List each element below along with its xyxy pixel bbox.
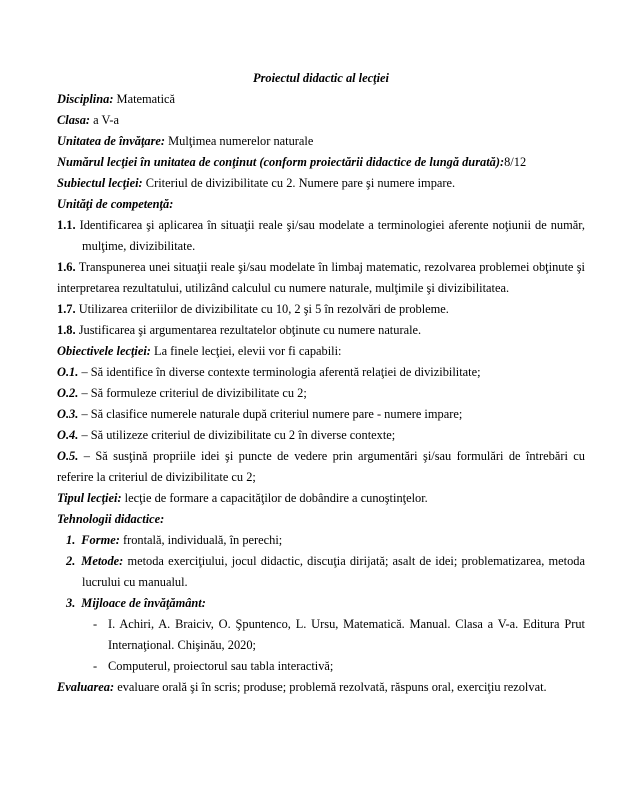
objectives-intro-label: Obiectivele lecţiei:	[57, 344, 151, 358]
technology-number: 2.	[66, 554, 76, 568]
objective-number: O.5.	[57, 449, 79, 463]
evaluation-text: evaluare orală şi în scris; produse; problemă rezolvată, răspuns oral, exerciţiu rezolvat.	[114, 680, 547, 694]
field-label: Clasa:	[57, 113, 91, 127]
objective-text: – Să utilizeze criteriul de divizibilitate cu 2 în diverse contexte;	[78, 428, 396, 442]
technology-text: metoda exerciţiului, jocul didactic, discuţia dirijată; asalt de idei; problematizarea, metoda lucrului cu manualul.	[82, 554, 585, 589]
objective-item	[57, 446, 585, 488]
material-item	[57, 614, 585, 656]
competence-item	[57, 257, 585, 299]
field-value: Mulţimea numerelor naturale	[165, 134, 314, 148]
competence-number: 1.7.	[57, 302, 76, 316]
field-line-unitatea	[57, 131, 585, 152]
lesson-type-text: lecţie de formare a capacităţilor de dobândire a cunoştinţelor.	[121, 491, 428, 505]
objectives-intro-text: La finele lecţiei, elevii vor fi capabili:	[150, 344, 342, 358]
technology-text: frontală, individuală, în perechi;	[119, 533, 283, 547]
dash-bullet: -	[93, 617, 98, 631]
competence-text: Justificarea şi argumentarea rezultatelor obţinute cu numere naturale.	[75, 323, 422, 337]
competence-number: 1.6.	[57, 260, 76, 274]
technology-item	[57, 593, 585, 614]
technology-number: 1.	[66, 533, 76, 547]
field-label: Subiectul lecţiei:	[57, 176, 143, 190]
objectives-intro	[57, 341, 585, 362]
technology-number: 3.	[66, 596, 76, 610]
evaluation-label: Evaluarea:	[57, 680, 115, 694]
objective-item	[57, 362, 585, 383]
objective-number: O.4.	[57, 428, 79, 442]
competence-item	[57, 299, 585, 320]
objective-number: O.1.	[57, 365, 79, 379]
objective-text: – Să formuleze criteriul de divizibilitate cu 2;	[78, 386, 307, 400]
field-value: Criteriul de divizibilitate cu 2. Numere pare şi numere impare.	[142, 176, 456, 190]
field-label: Disciplina:	[57, 92, 114, 106]
competence-text: Identificarea şi aplicarea în situaţii reale şi/sau modelate a terminologiei aferente noţiunii de număr, mulţime, divizibilitate.	[75, 218, 585, 253]
objective-item	[57, 404, 585, 425]
material-text: Computerul, proiectorul sau tabla interactivă;	[108, 659, 334, 673]
technology-item	[57, 530, 585, 551]
objective-text: – Să identifice în diverse contexte terminologia aferentă relaţiei de divizibilitate;	[78, 365, 481, 379]
technology-label: Mijloace de învăţământ:	[81, 596, 206, 610]
dash-bullet: -	[93, 659, 98, 673]
field-line-numarul-lectiei	[57, 152, 585, 173]
material-item	[57, 656, 585, 677]
objective-text: – Să susţină propriile idei şi puncte de vedere prin argumentări şi/sau formulări de întrebări cu referire la criteriul de divizibilitate cu 2;	[57, 449, 585, 484]
competence-text: Utilizarea criteriilor de divizibilitate cu 10, 2 şi 5 în rezolvări de probleme.	[75, 302, 449, 316]
objective-number: O.2.	[57, 386, 79, 400]
competence-number: 1.8.	[57, 323, 76, 337]
field-label: Numărul lecţiei în unitatea de conţinut (conform proiectării didactice de lungă durată):	[57, 155, 505, 169]
document-title: Proiectul didactic al lecţiei	[253, 71, 389, 85]
section-heading-label: Unităţi de competenţă:	[57, 197, 174, 211]
material-text: I. Achiri, A. Braiciv, O. Şpuntenco, L. Ursu, Matematică. Manual. Clasa a V-a. Editura Prut Internaţional. Chişinău, 2020;	[108, 617, 585, 652]
field-line-clasa	[57, 110, 585, 131]
objective-item	[57, 425, 585, 446]
objective-text: – Să clasifice numerele naturale după criteriul numere pare - numere impare;	[78, 407, 463, 421]
competence-text: Transpunerea unei situaţii reale şi/sau modelate în limbaj matematic, rezolvarea problemei obţinute şi interpretarea rezultatului, utilizând calculul cu numere naturale, mulţimile şi divizibilitatea.	[57, 260, 585, 295]
objective-number: O.3.	[57, 407, 79, 421]
technology-item	[57, 551, 585, 593]
objective-item	[57, 383, 585, 404]
evaluation-line	[57, 677, 585, 698]
technology-label: Forme:	[81, 533, 120, 547]
competence-item	[57, 320, 585, 341]
lesson-type-line	[57, 488, 585, 509]
field-line-disciplina	[57, 89, 585, 110]
competence-item	[57, 215, 585, 257]
section-heading-competente	[57, 194, 585, 215]
field-value: a V-a	[90, 113, 119, 127]
field-value: Matematică	[113, 92, 176, 106]
field-value: 8/12	[504, 155, 527, 169]
section-heading-tehnologii	[57, 509, 585, 530]
field-label: Unitatea de învăţare:	[57, 134, 166, 148]
technology-label: Metode:	[81, 554, 124, 568]
competence-number: 1.1.	[57, 218, 76, 232]
lesson-type-label: Tipul lecţiei:	[57, 491, 122, 505]
section-heading-label: Tehnologii didactice:	[57, 512, 165, 526]
field-line-subiectul	[57, 173, 585, 194]
